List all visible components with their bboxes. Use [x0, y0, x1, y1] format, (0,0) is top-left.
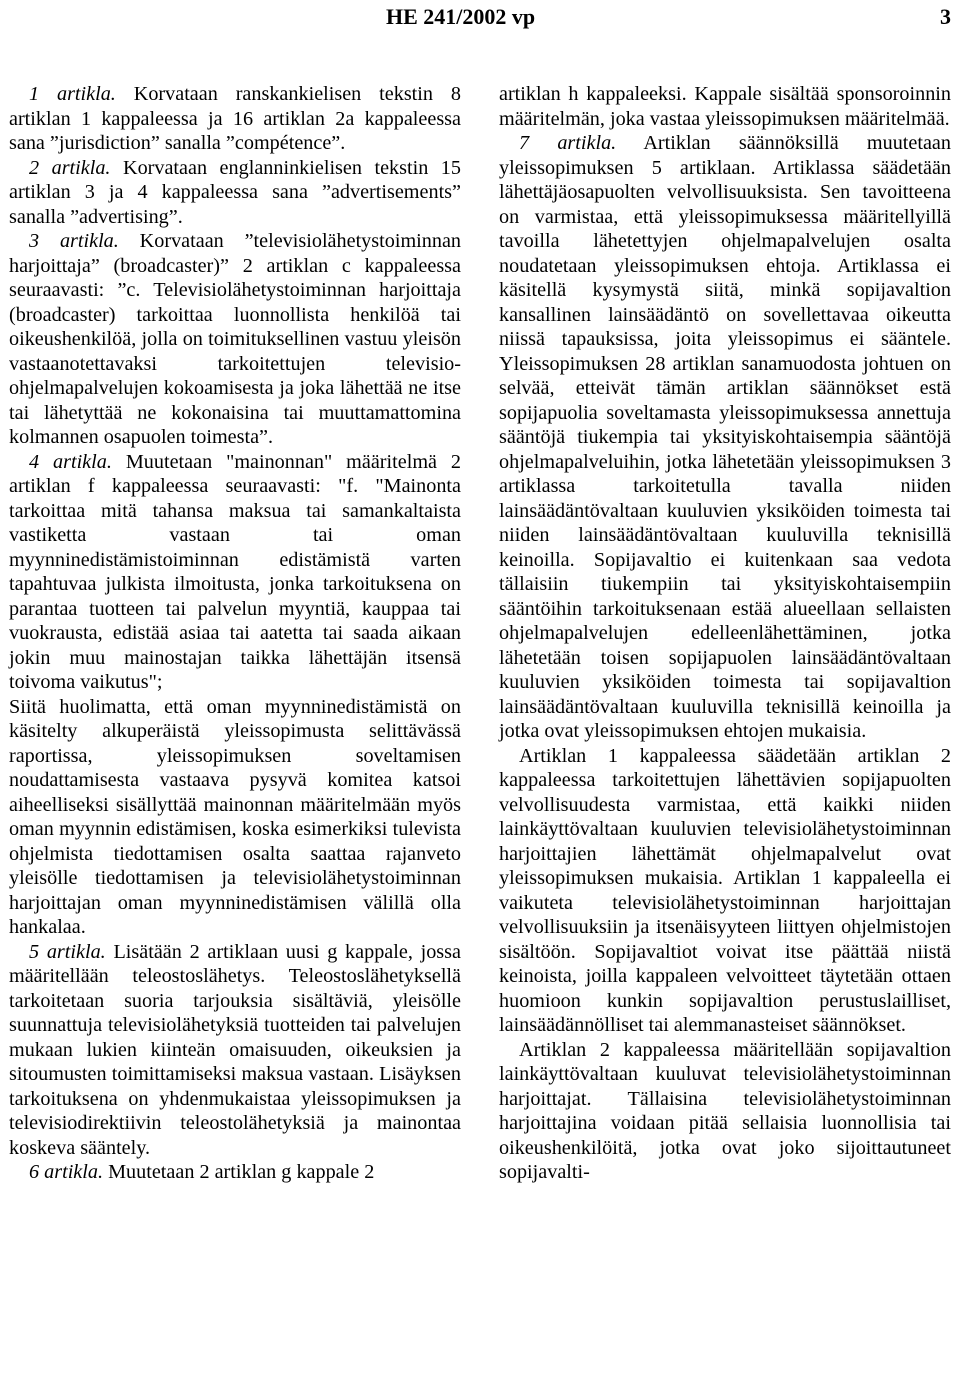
page-header [0, 4, 960, 32]
paragraph-text: Korvataan ”televisiolähetystoiminnan harjoittaja” (broadcaster)” 2 artiklan c kappaleessa seuraavasti: ”c. Televisiolähetystoiminnan harjoittaja (broadcaster) tarkoittaa luonnollista henkilöä tai oikeushenkilöä, jolla on toimituksellinen vastuu yleisön vastaanotettavaksi tarkoitettujen televisio-ohjelmapalvelujen kokoamisesta ja joka lähettää ne itse tai lähetyttää ne kokonaisina tai muuttamattomina kolmannen osapuolen toimesta”. [9, 230, 461, 448]
paragraph-text: Korvataan ranskankielisen tekstin 8 artiklan 1 kappaleessa ja 16 artiklan 2a kappaleessa sana ”jurisdiction” sanalla ”compétence”. [9, 83, 461, 154]
article-label: 3 artikla. [29, 230, 119, 252]
paragraph-text: Artiklan säännöksillä muutetaan yleissopimuksen 5 artiklaan. Artiklassa säädetään lähettäjäosapuolten velvollisuuksista. Sen tavoitteena on varmistaa, että yleissopimuksessa määritellyillä tavoilla lähetettyjen ohjelmapalvelujen osalta noudatetaan yleissopimuksen ehtoja. Artiklassa ei käsitellä kysymystä siitä, minkä sopijavaltion kansallinen lainsäädäntö on sovellettavaa oikeutta niissä tapauksissa, joita yleissopimus ei sääntele. Yleissopimuksen 28 artiklan sanamuodosta johtuen on selvää, etteivät tämän artiklan säännökset estä sopijapuolia soveltamasta yleissopimuksessa annettuja sääntöjä tiukempia tai yksityiskohtaisempia sääntöjä ohjelmapalveluihin, jotka lähetetään yleissopimuksen 3 artiklassa tarkoitetulla tavalla niiden lainsäädäntövaltaan kuuluvien yksiköiden toimesta tai niiden lainsäädäntövaltaan kuuluvilla teknisillä keinoilla. Sopijavaltio ei kuitenkaan saa vedota tällaisiin tiukempiin tai yksityiskohtaisempiin sääntöihin tarkoituksenaan estää alueellaan sellaisten ohjelmapalvelujen edelleenlähettäminen, jotka lähetetään toisen sopijapuolen lainsäädäntövaltaan kuuluvien yksiköiden toimesta tai sopijavaltion lainsäädäntövaltaan kuuluvilla teknisillä keinoilla ja jotka ovat yleissopimuksen ehtojen mukaisia. [499, 132, 951, 742]
article-label: 4 artikla. [29, 450, 112, 473]
paragraph-article-3 [9, 229, 461, 450]
paragraph-continuation [499, 82, 951, 131]
paragraph-article-4 [9, 450, 461, 695]
right-column [499, 82, 951, 1185]
article-label: 5 artikla. [29, 940, 106, 963]
left-column [9, 82, 461, 1185]
paragraph-text: artiklan h kappaleeksi. Kappale sisältää sponsoroinnin määritelmän, joka vastaa yleissopimuksen määritelmää. [499, 83, 951, 130]
article-label: 6 artikla. [29, 1161, 104, 1183]
paragraph-article-6 [9, 1160, 461, 1185]
article-label: 7 artikla. [519, 132, 617, 154]
paragraph-text: Artiklan 1 kappaleessa säädetään artiklan 2 kappaleessa tarkoitettujen lähettävien sopijapuolten velvollisuudesta varmistaa, että kaikki niiden lainkäyttövaltaan kuuluvien televisiolähetystoiminnan harjoittajien lähettämät ohjelmapalvelut ovat yleissopimuksen mukaisia. Artiklan 1 kappaleella ei vaikuteta televisiolähetystoiminnan harjoittajan velvollisuuksiin ja itsenäisyyteen liittyen ohjelmistojen sisältöön. Sopijavaltiot voivat itse päättää niistä keinoista, joilla kappaleen velvoitteet täytetään ottaen huomioon kunkin sopijavaltion perustuslailliset, lainsäädännölliset tai alemmanasteiset säännökset. [499, 744, 951, 1036]
paragraph-section-1 [499, 744, 951, 1038]
article-label: 2 artikla. [29, 156, 111, 179]
article-label: 1 artikla. [29, 83, 116, 105]
paragraph-explanation [9, 695, 461, 940]
paragraph-text: Artiklan 2 kappaleessa määritellään sopijavaltion lainkäyttövaltaan kuuluvat televisiolähetystoiminnan harjoittajat. Tällaisina televisiolähetystoiminnan harjoittajina voidaan pitää sellaisia luonnollisia tai oikeushenkilöitä, jotka ovat joko sijoittautuneet sopijavalti- [499, 1038, 951, 1183]
paragraph-text: Muutetaan "mainonnan" määritelmä 2 artiklan f kappaleessa seuraavasti: "f. "Mainonta tarkoittaa mitä tahansa maksua tai samankaltaista vastiketta vastaan tai oman myynninedistämistoiminnan edistämistä varten tapahtuvaa julkista ilmoitusta, jonka tarkoituksena on parantaa tuotteen tai palvelun myyntiä, kauppaa tai vuokrausta, edistää asiaa tai aatetta tai saada aikaan jokin muu mainostajan taikka lähettäjän itsensä toivoma vaikutus"; [9, 450, 461, 693]
paragraph-article-2 [9, 156, 461, 230]
paragraph-text: Lisätään 2 artiklaan uusi g kappale, jossa määritellään teleostoslähetys. Teleostoslähetyksellä tarkoitetaan suoria tarjouksia sisältäviä, yleisölle suunnattuja televisiolähetyksiä tuotteiden tai palvelujen mukaan lukien kiinteän omaisuuden, oikeuksien ja sitoumusten toimittamiseksi maksua vastaan. Lisäyksen tarkoituksena on yhdenmukaistaa yleissopimuksen ja televisiodirektiivin teleostolähetyksiä ja mainontaa koskeva sääntely. [9, 940, 461, 1159]
paragraph-article-5 [9, 940, 461, 1161]
paragraph-text: Muutetaan 2 artiklan g kappale 2 [103, 1161, 375, 1183]
document-id: HE 241/2002 vp [386, 4, 536, 29]
paragraph-article-7 [499, 131, 951, 744]
paragraph-section-2 [499, 1038, 951, 1185]
paragraph-text: Siitä huolimatta, että oman myynninedistämistä on käsitelty alkuperäistä yleissopimusta selittävässä raportissa, yleissopimuksen soveltamisen noudattamisesta vastaava pysyvä komitea katsoi aiheelliseksi sisällyttää mainonnan määritelmään myös oman myynnin edistämisen, koska esimerkiksi tulevista ohjelmista tiedottamisen osalta saattaa rajanveto yleisölle tiedottamisen ja televisiolähetystoiminnan harjoittajan oman myynninedistämisen välillä olla hankalaa. [9, 695, 461, 938]
page-number: 3 [940, 4, 951, 29]
paragraph-text: Korvataan englanninkielisen tekstin 15 artiklan 3 ja 4 kappaleessa sana ”advertisements” sanalla ”advertising”. [9, 156, 461, 228]
paragraph-article-1 [9, 82, 461, 156]
